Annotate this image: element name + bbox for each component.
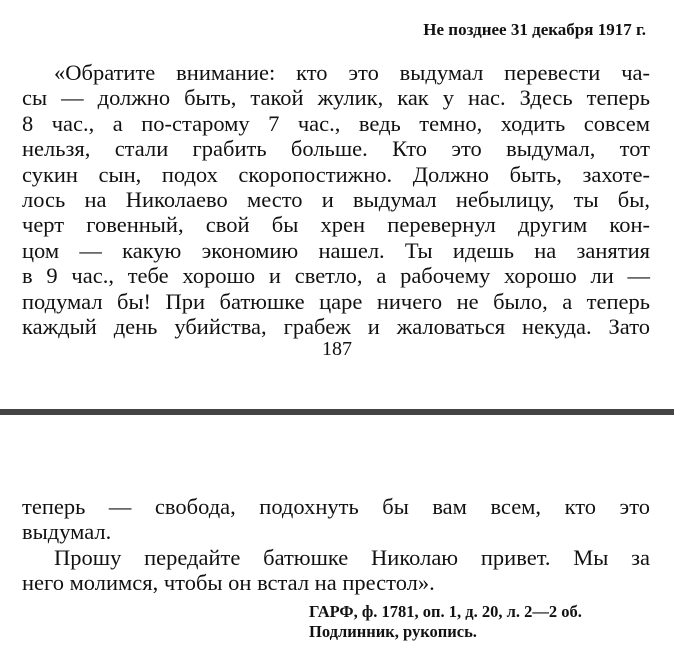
text-line: сы — должно быть, такой жулик, как у нас. Здесь теперь (22, 85, 650, 111)
text-line: черт говенный, свой бы хрен перевернул другим кон- (22, 212, 650, 238)
text-line: нельзя, стали грабить больше. Кто это выдумал, тот (22, 136, 650, 162)
source-archive-line: ГАРФ, ф. 1781, оп. 1, д. 20, л. 2—2 об. (309, 602, 582, 621)
letter-text-bottom (22, 494, 650, 596)
source-original-line: Подлинник, рукопись. (309, 622, 477, 641)
bottom-page (0, 422, 674, 658)
text-line: Прошу передайте батюшке Николаю привет. Мы за (54, 544, 650, 570)
text-line: теперь — свобода, подохнуть бы вам всем, кто это (22, 494, 650, 519)
text-line: подумал бы! При батюшке царе ничего не было, а теперь (22, 288, 650, 314)
page-separator (0, 409, 674, 415)
source-reference (309, 602, 582, 642)
text-line: каждый день убийства, грабеж и жаловаться некуда. Зато (22, 314, 650, 340)
date-note: Не позднее 31 декабря 1917 г. (423, 20, 646, 39)
text-line: в 9 час., тебе хорошо и светло, а рабочему хорошо ли — (22, 263, 650, 289)
page-number: 187 (322, 338, 352, 360)
text-line: 8 час., а по-старому 7 час., ведь темно, ходить совсем (22, 110, 650, 136)
text-line: выдумал. (22, 519, 112, 545)
text-line: цом — какую экономию нашел. Ты идешь на занятия (22, 237, 650, 263)
text-line: него молимся, чтобы он встал на престол». (22, 570, 435, 596)
text-line: сукин сын, подох скоропостижно. Должно быть, захоте- (22, 161, 650, 187)
letter-text-top (22, 60, 650, 339)
text-line: лось на Николаево место и выдумал небылицу, ты бы, (22, 187, 650, 213)
text-line: «Обратите внимание: кто это выдумал перевести ча- (54, 60, 650, 85)
